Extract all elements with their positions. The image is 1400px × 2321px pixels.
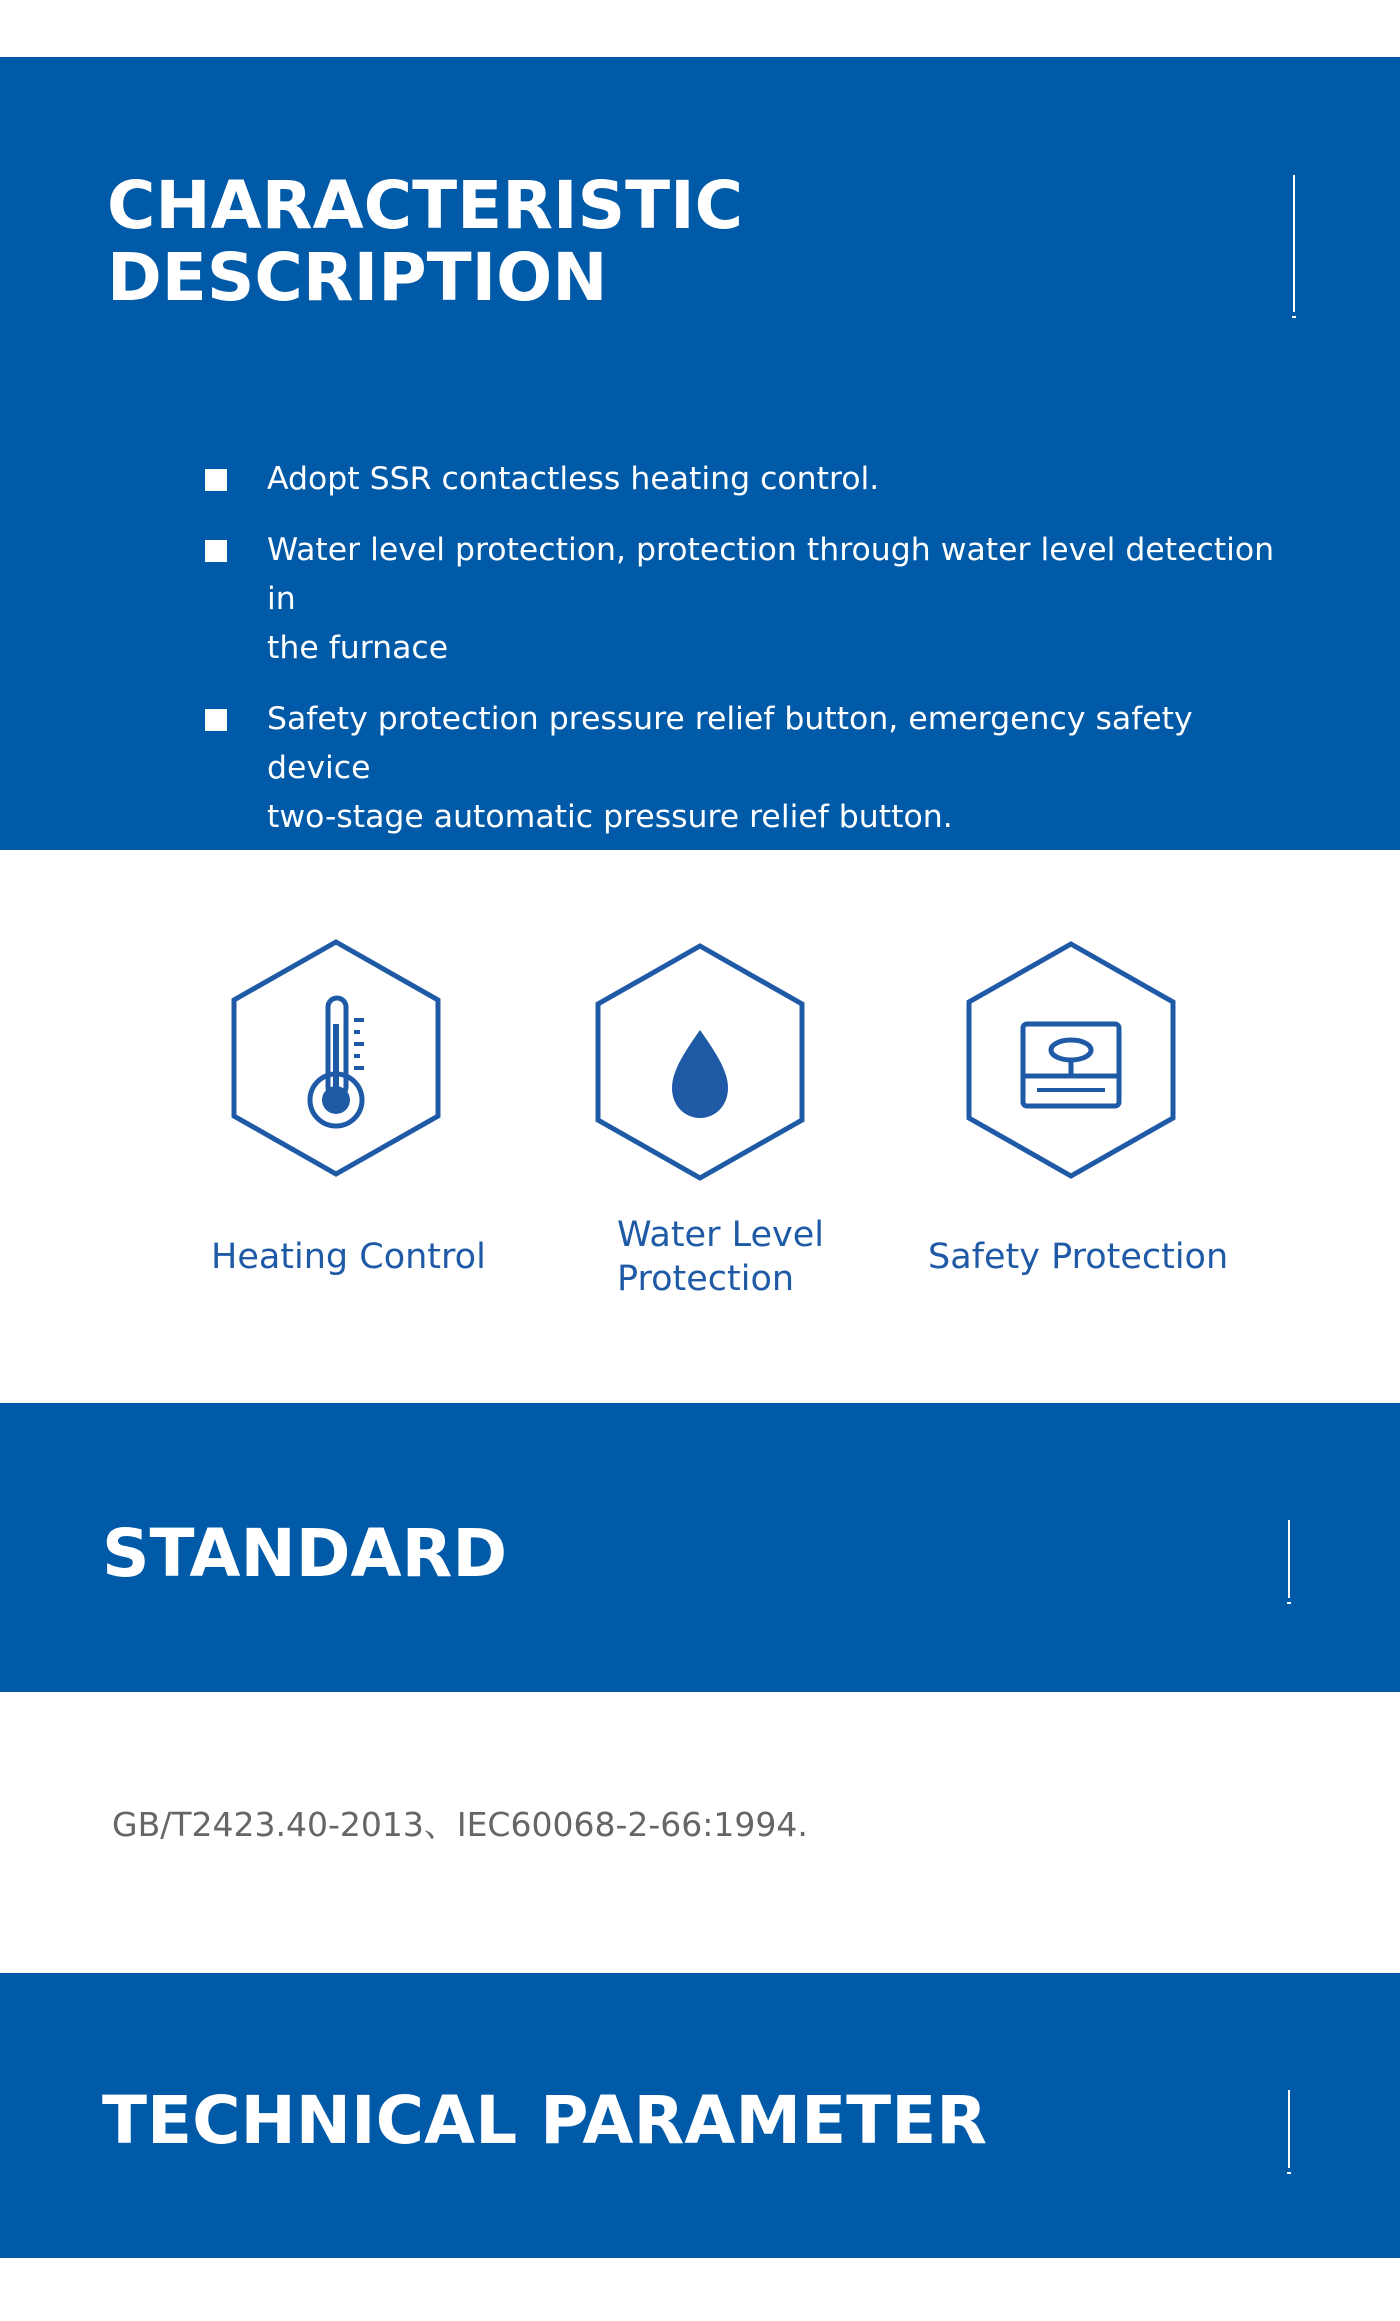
characteristic-title-line-1: CHARACTERISTIC xyxy=(107,167,744,244)
water-drop-icon xyxy=(594,942,806,1184)
feature-label-line-1: Heating Control xyxy=(211,1237,486,1277)
characteristic-accent-line xyxy=(1293,175,1295,312)
bullet-text: Safety protection pressure relief button, emergency safety device xyxy=(267,701,1193,786)
thermometer-icon xyxy=(230,938,442,1180)
feature-label-line-1: Water Level xyxy=(617,1215,824,1255)
standard-title: STANDARD xyxy=(102,1515,508,1592)
bullet-text: Adopt SSR contactless heating control. xyxy=(267,461,880,497)
technical-parameter-accent-line xyxy=(1288,2090,1290,2168)
feature-label-line-2: Protection xyxy=(617,1259,795,1299)
bullet-square-icon xyxy=(205,709,227,731)
bullet-text-continued: two-stage automatic pressure relief button. xyxy=(267,799,953,835)
standard-accent-line xyxy=(1288,1520,1290,1598)
safety-device-icon xyxy=(965,940,1177,1182)
feature-heating-control xyxy=(180,935,486,1315)
feature-label xyxy=(617,1213,824,1301)
characteristic-title-line-2: DESCRIPTION xyxy=(107,239,608,316)
feature-water-level-protection xyxy=(545,935,845,1315)
bullet-square-icon xyxy=(205,469,227,491)
technical-parameter-title: TECHNICAL PARAMETER xyxy=(102,2082,988,2159)
feature-label-line-1: Safety Protection xyxy=(928,1237,1229,1277)
feature-label xyxy=(928,1235,1228,1279)
list-item xyxy=(205,526,1295,673)
feature-safety-protection xyxy=(915,935,1229,1315)
list-item xyxy=(205,455,1295,504)
bullet-text: Water level protection, protection through water level detection in xyxy=(267,532,1275,617)
standard-text: GB/T2423.40-2013、IEC60068-2-66:1994. xyxy=(112,1805,808,1844)
characteristic-title xyxy=(107,167,907,316)
list-item xyxy=(205,695,1295,842)
feature-label xyxy=(211,1235,486,1279)
bullet-text-continued: the furnace xyxy=(267,630,449,666)
bullet-square-icon xyxy=(205,540,227,562)
characteristic-list xyxy=(205,455,1295,864)
